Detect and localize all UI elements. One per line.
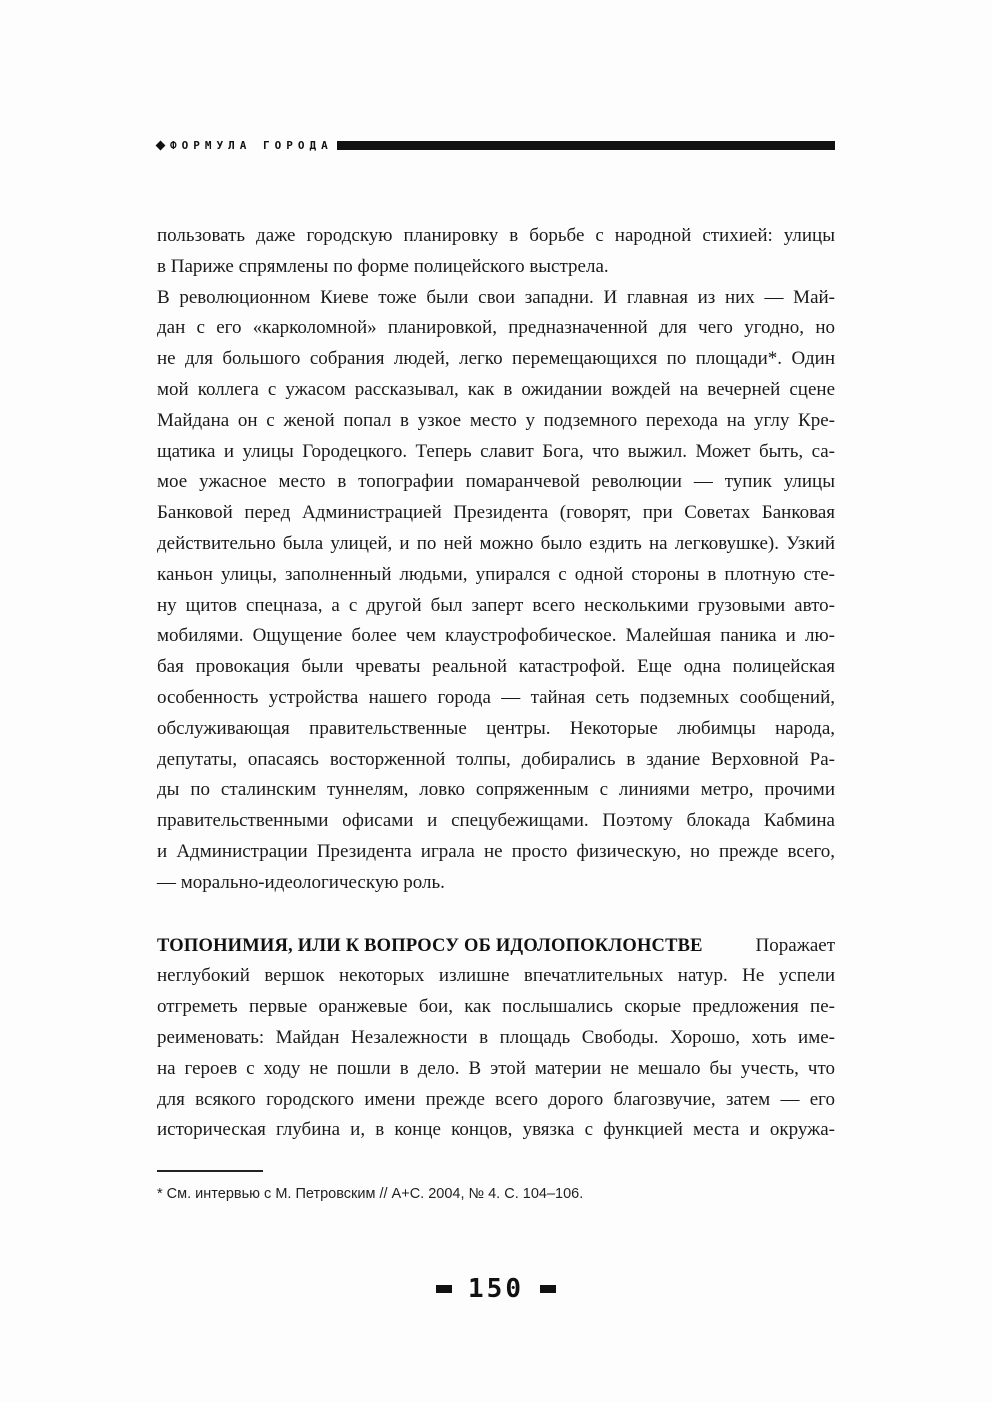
text-line: обслуживающая правительственные центры. Некоторые любимцы народа, xyxy=(157,717,835,739)
text-line: в Париже спрямлены по форме полицейского выстрела. xyxy=(157,255,609,277)
text-line: В революционном Киеве тоже были свои западни. И главная из них — Май- xyxy=(157,286,835,308)
running-header xyxy=(157,134,835,156)
text-line: ды по сталинским туннелям, ловко сопряженным с линиями метро, прочими xyxy=(157,779,835,801)
text-line: щатика и улицы Городецкого. Теперь славит Бога, что выжил. Может быть, са- xyxy=(157,440,835,462)
section-heading: ТОПОНИМИЯ, ИЛИ К ВОПРОСУ ОБ ИДОЛОПОКЛОНСТВЕ xyxy=(157,935,703,956)
text-line: мой коллега с ужасом рассказывал, как в ожидании вождей на вечерней сцене xyxy=(157,378,835,400)
text-line: правительственными офисами и спецубежищами. Поэтому блокада Кабмина xyxy=(157,810,835,832)
text-line: реименовать: Майдан Незалежности в площадь Свободы. Хорошо, хоть име- xyxy=(157,1026,835,1048)
text-line: и Администрации Президента играла не просто физическую, но прежде всего, xyxy=(157,840,835,862)
text-line: мобилями. Ощущение более чем клаустрофобическое. Малейшая паника и лю- xyxy=(157,625,835,647)
section-first-line xyxy=(157,931,835,962)
text-line: пользовать даже городскую планировку в борьбе с народной стихией: улицы xyxy=(157,225,835,246)
body-text xyxy=(157,221,835,1146)
text-line: действительно была улицей, и по ней можно было ездить на легковушке). Узкий xyxy=(157,532,835,554)
text-line: дан с его «карколомной» планировкой, предназначенной для чего угодно, но xyxy=(157,317,835,339)
diamond-bullet-icon xyxy=(156,140,166,150)
footnote: * См. интервью с М. Петровским // А+С. 2004, № 4. С. 104–106. xyxy=(157,1186,584,1202)
text-line: особенность устройства нашего города — тайная сеть подземных сообщений, xyxy=(157,686,835,708)
footnote-rule xyxy=(157,1170,263,1172)
text-line: бая провокация были чреваты реальной катастрофой. Еще одна полицейская xyxy=(157,656,835,678)
text-line: неглубокий вершок некоторых излишне впечатлительных натур. Не успели xyxy=(157,965,835,987)
text-line: не для большого собрания людей, легко перемещающихся по площади*. Один xyxy=(157,348,835,370)
text-line: Майдана он с женой попал в узкое место у подземного перехода на углу Кре- xyxy=(157,409,835,431)
page-number-right-bar xyxy=(540,1285,556,1293)
section-first-line-text: Поражает xyxy=(755,934,835,956)
page-number-left-bar xyxy=(436,1285,452,1293)
section-gap xyxy=(157,899,835,931)
page-number: 150 xyxy=(468,1274,524,1304)
text-line: депутаты, опасаясь восторженной толпы, добирались в здание Верховной Ра- xyxy=(157,748,835,770)
page-number-block xyxy=(0,1272,992,1306)
text-line: на героев с ходу не пошли в дело. В этой материи не мешало бы учесть, что xyxy=(157,1057,835,1079)
header-rule xyxy=(337,141,835,150)
running-header-title: ФОРМУЛА ГОРОДА xyxy=(170,138,333,152)
text-line: мое ужасное место в топографии помаранчевой революции — тупик улицы xyxy=(157,471,835,493)
text-line: — морально-идеологическую роль. xyxy=(157,871,445,893)
text-line: Банковой перед Администрацией Президента (говорят, при Советах Банковая xyxy=(157,502,835,524)
text-line: отгреметь первые оранжевые бои, как послышались скорые предложения пе- xyxy=(157,996,835,1018)
text-line: для всякого городского имени прежде всего дорого благозвучие, затем — его xyxy=(157,1088,835,1110)
text-line: историческая глубина и, в конце концов, увязка с функцией места и окружа- xyxy=(157,1119,835,1141)
text-line: каньон улицы, заполненный людьми, упирался с одной стороны в плотную сте- xyxy=(157,563,835,585)
text-line: ну щитов спецназа, а с другой был заперт всего несколькими грузовыми авто- xyxy=(157,594,835,616)
